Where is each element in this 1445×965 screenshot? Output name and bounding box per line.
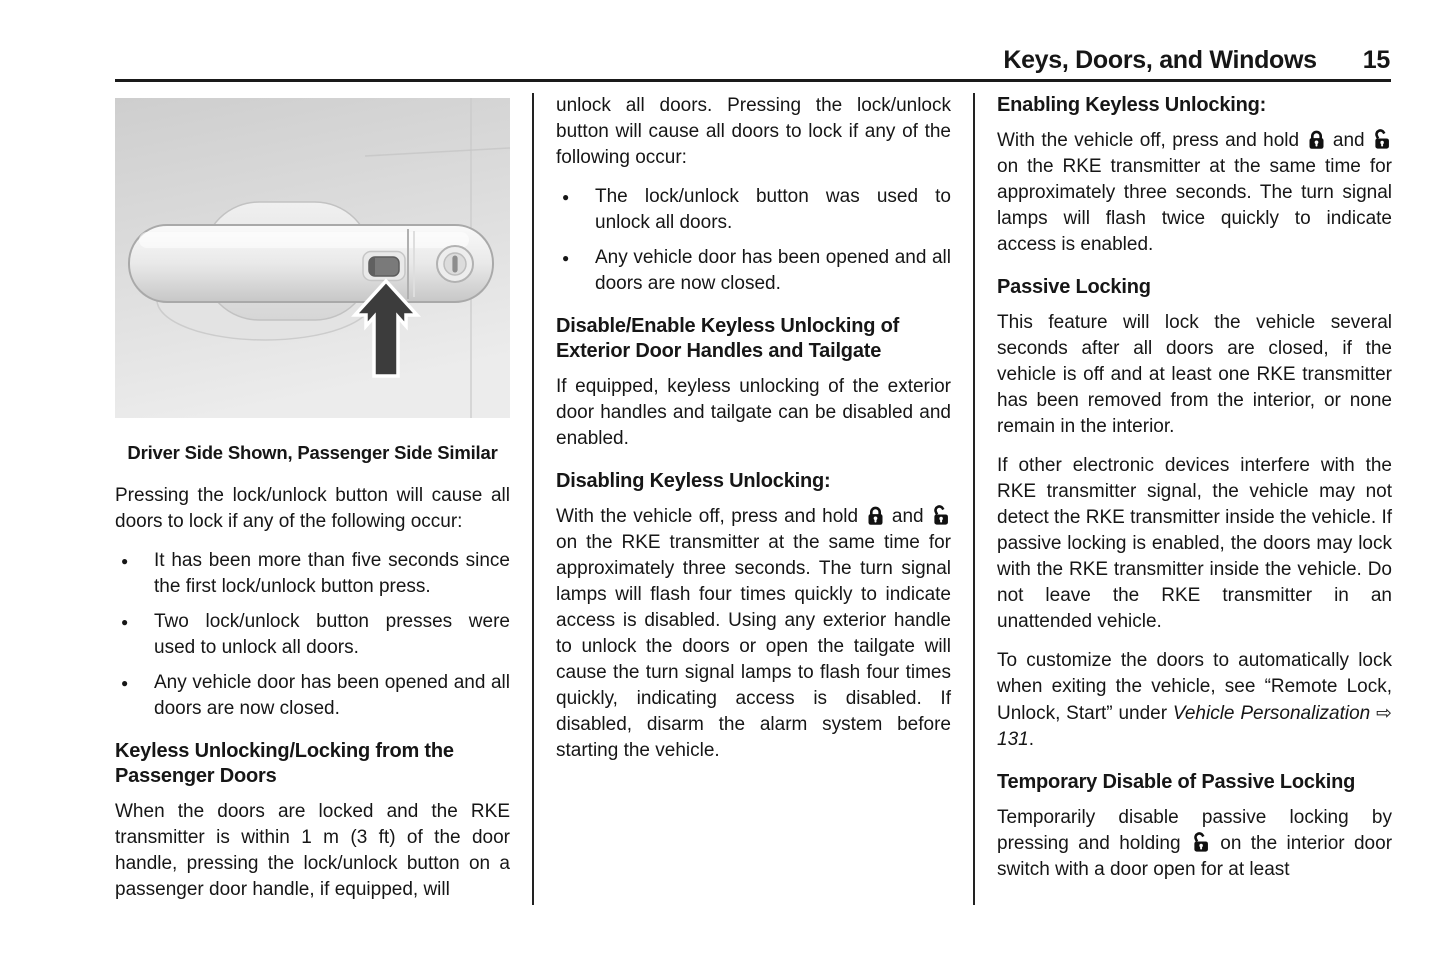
bullet-item — [556, 184, 951, 236]
bullet-text: Any vehicle door has been opened and all doors are now closed. — [595, 247, 951, 294]
subheading-enabling-keyless-unlocking: Enabling Keyless Unlocking: — [997, 94, 1267, 116]
figure-caption: Driver Side Shown, Passenger Side Similar — [127, 442, 498, 463]
column-separator — [973, 93, 975, 905]
col2-continuation-paragraph: unlock all doors. Pressing the lock/unlock button will cause all doors to lock if any of the following occur: — [556, 95, 951, 168]
col1-intro-paragraph: Pressing the lock/unlock button will cause all doors to lock if any of the following occur: — [115, 485, 510, 532]
bullet-item — [115, 670, 510, 722]
column-gutter — [951, 93, 997, 905]
grip-highlight — [139, 232, 469, 248]
section-heading-disable-enable-keyless: Disable/Enable Keyless Unlocking of Exterior Door Handles and Tailgate — [556, 315, 900, 362]
lock-open-icon — [930, 505, 951, 526]
lock-open-icon — [1371, 129, 1392, 150]
bullet-text: It has been more than five seconds since the first lock/unlock button press. — [154, 550, 510, 597]
col3-customize-paragraph — [997, 648, 1392, 753]
bullet-marker: ● — [121, 554, 129, 568]
cross-reference-title: Vehicle Personalization — [1172, 703, 1371, 724]
paragraph-text: on the RKE transmitter at the same time for approximately three seconds. The turn signal lamps will flash twice quickly to indicate access is enabled. — [997, 156, 1392, 255]
bullet-item — [115, 609, 510, 661]
section-heading-passive-locking: Passive Locking — [997, 276, 1151, 298]
key-slot — [452, 256, 457, 273]
paragraph-text: With the vehicle off, press and hold — [556, 506, 859, 527]
col3-passive-locking-paragraph-1: This feature will lock the vehicle several seconds after all doors are closed, if the vehicle is off and at least one RKE transmitter has been removed from the interior, or none remain in the interior. — [997, 312, 1392, 437]
column-separator — [532, 93, 534, 905]
col1-passenger-paragraph: When the doors are locked and the RKE transmitter is within 1 m (3 ft) of the door handle, pressing the lock/unlock button on a passenger door handle, if equipped, will — [115, 801, 510, 900]
bullet-text: Two lock/unlock button presses were used to unlock all doors. — [154, 611, 510, 658]
col2-disabling-paragraph — [556, 504, 951, 764]
paragraph-text: and — [891, 506, 924, 527]
section-heading-keyless-unlocking-passenger: Keyless Unlocking/Locking from the Passenger Doors — [115, 740, 454, 787]
paragraph-text: Temporarily disable passive locking by pressing and holding — [997, 807, 1392, 854]
door-handle-figure — [115, 98, 510, 418]
header-rule — [115, 79, 1391, 82]
paragraph-text: . — [1028, 729, 1034, 750]
column-1 — [115, 93, 510, 916]
bullet-text: The lock/unlock button was used to unlock all doors. — [595, 186, 951, 233]
bullet-text: Any vehicle door has been opened and all doors are now closed. — [154, 672, 510, 719]
column-3 — [997, 93, 1392, 896]
col3-passive-locking-paragraph-2: If other electronic devices interfere with the RKE transmitter signal, the vehicle may not detect the RKE transmitter inside the vehicle. If passive locking is enabled, the doors may lock with the RKE transmitter inside the vehicle. Do not leave the RKE transmitter in an unattended vehicle. — [997, 455, 1392, 632]
bullet-marker: ● — [562, 190, 570, 204]
col3-enabling-paragraph — [997, 128, 1392, 258]
bullet-marker: ● — [562, 251, 570, 265]
bullet-marker: ● — [121, 615, 129, 629]
lock-closed-icon — [865, 505, 886, 526]
bullet-item — [115, 548, 510, 600]
column-2 — [556, 93, 951, 777]
col3-temporary-disable-paragraph — [997, 805, 1392, 883]
page-number: 15 — [1362, 46, 1390, 74]
page-title: Keys, Doors, and Windows — [1003, 46, 1317, 74]
cross-reference-page: 131 — [997, 729, 1029, 750]
subheading-disabling-keyless-unlocking: Disabling Keyless Unlocking: — [556, 470, 831, 492]
cross-reference-arrow-icon: ⇨ — [1376, 702, 1392, 724]
paragraph-text: To customize the doors to automatically lock when exiting the vehicle, see “Remote Lock, Unlock, Start” under — [997, 650, 1392, 724]
paragraph-text: and — [1332, 130, 1365, 151]
paragraph-text: on the RKE transmitter at the same time for approximately three seconds. The turn signal lamps will flash four times quickly to indicate access is disabled. Using any exterior handle to unlock the doors or open the tailgate will cause the turn signal lamps to flash four times quickly, indicating access is disabled. If disabled, disarm the alarm system before starting the vehicle. — [556, 532, 951, 761]
page-content — [115, 93, 1391, 916]
column-gutter — [510, 93, 556, 905]
section-heading-temporary-disable: Temporary Disable of Passive Locking — [997, 771, 1356, 793]
lock-open-icon — [1190, 832, 1211, 853]
bullet-marker: ● — [121, 676, 129, 690]
paragraph-text: With the vehicle off, press and hold — [997, 130, 1300, 151]
bullet-item — [556, 245, 951, 297]
lock-closed-icon — [1306, 129, 1327, 150]
paragraph-text: on the interior door switch with a door open for at least — [997, 833, 1393, 880]
page-header — [115, 46, 1390, 75]
col2-if-equipped-paragraph: If equipped, keyless unlocking of the exterior door handles and tailgate can be disabled and enabled. — [556, 376, 951, 449]
